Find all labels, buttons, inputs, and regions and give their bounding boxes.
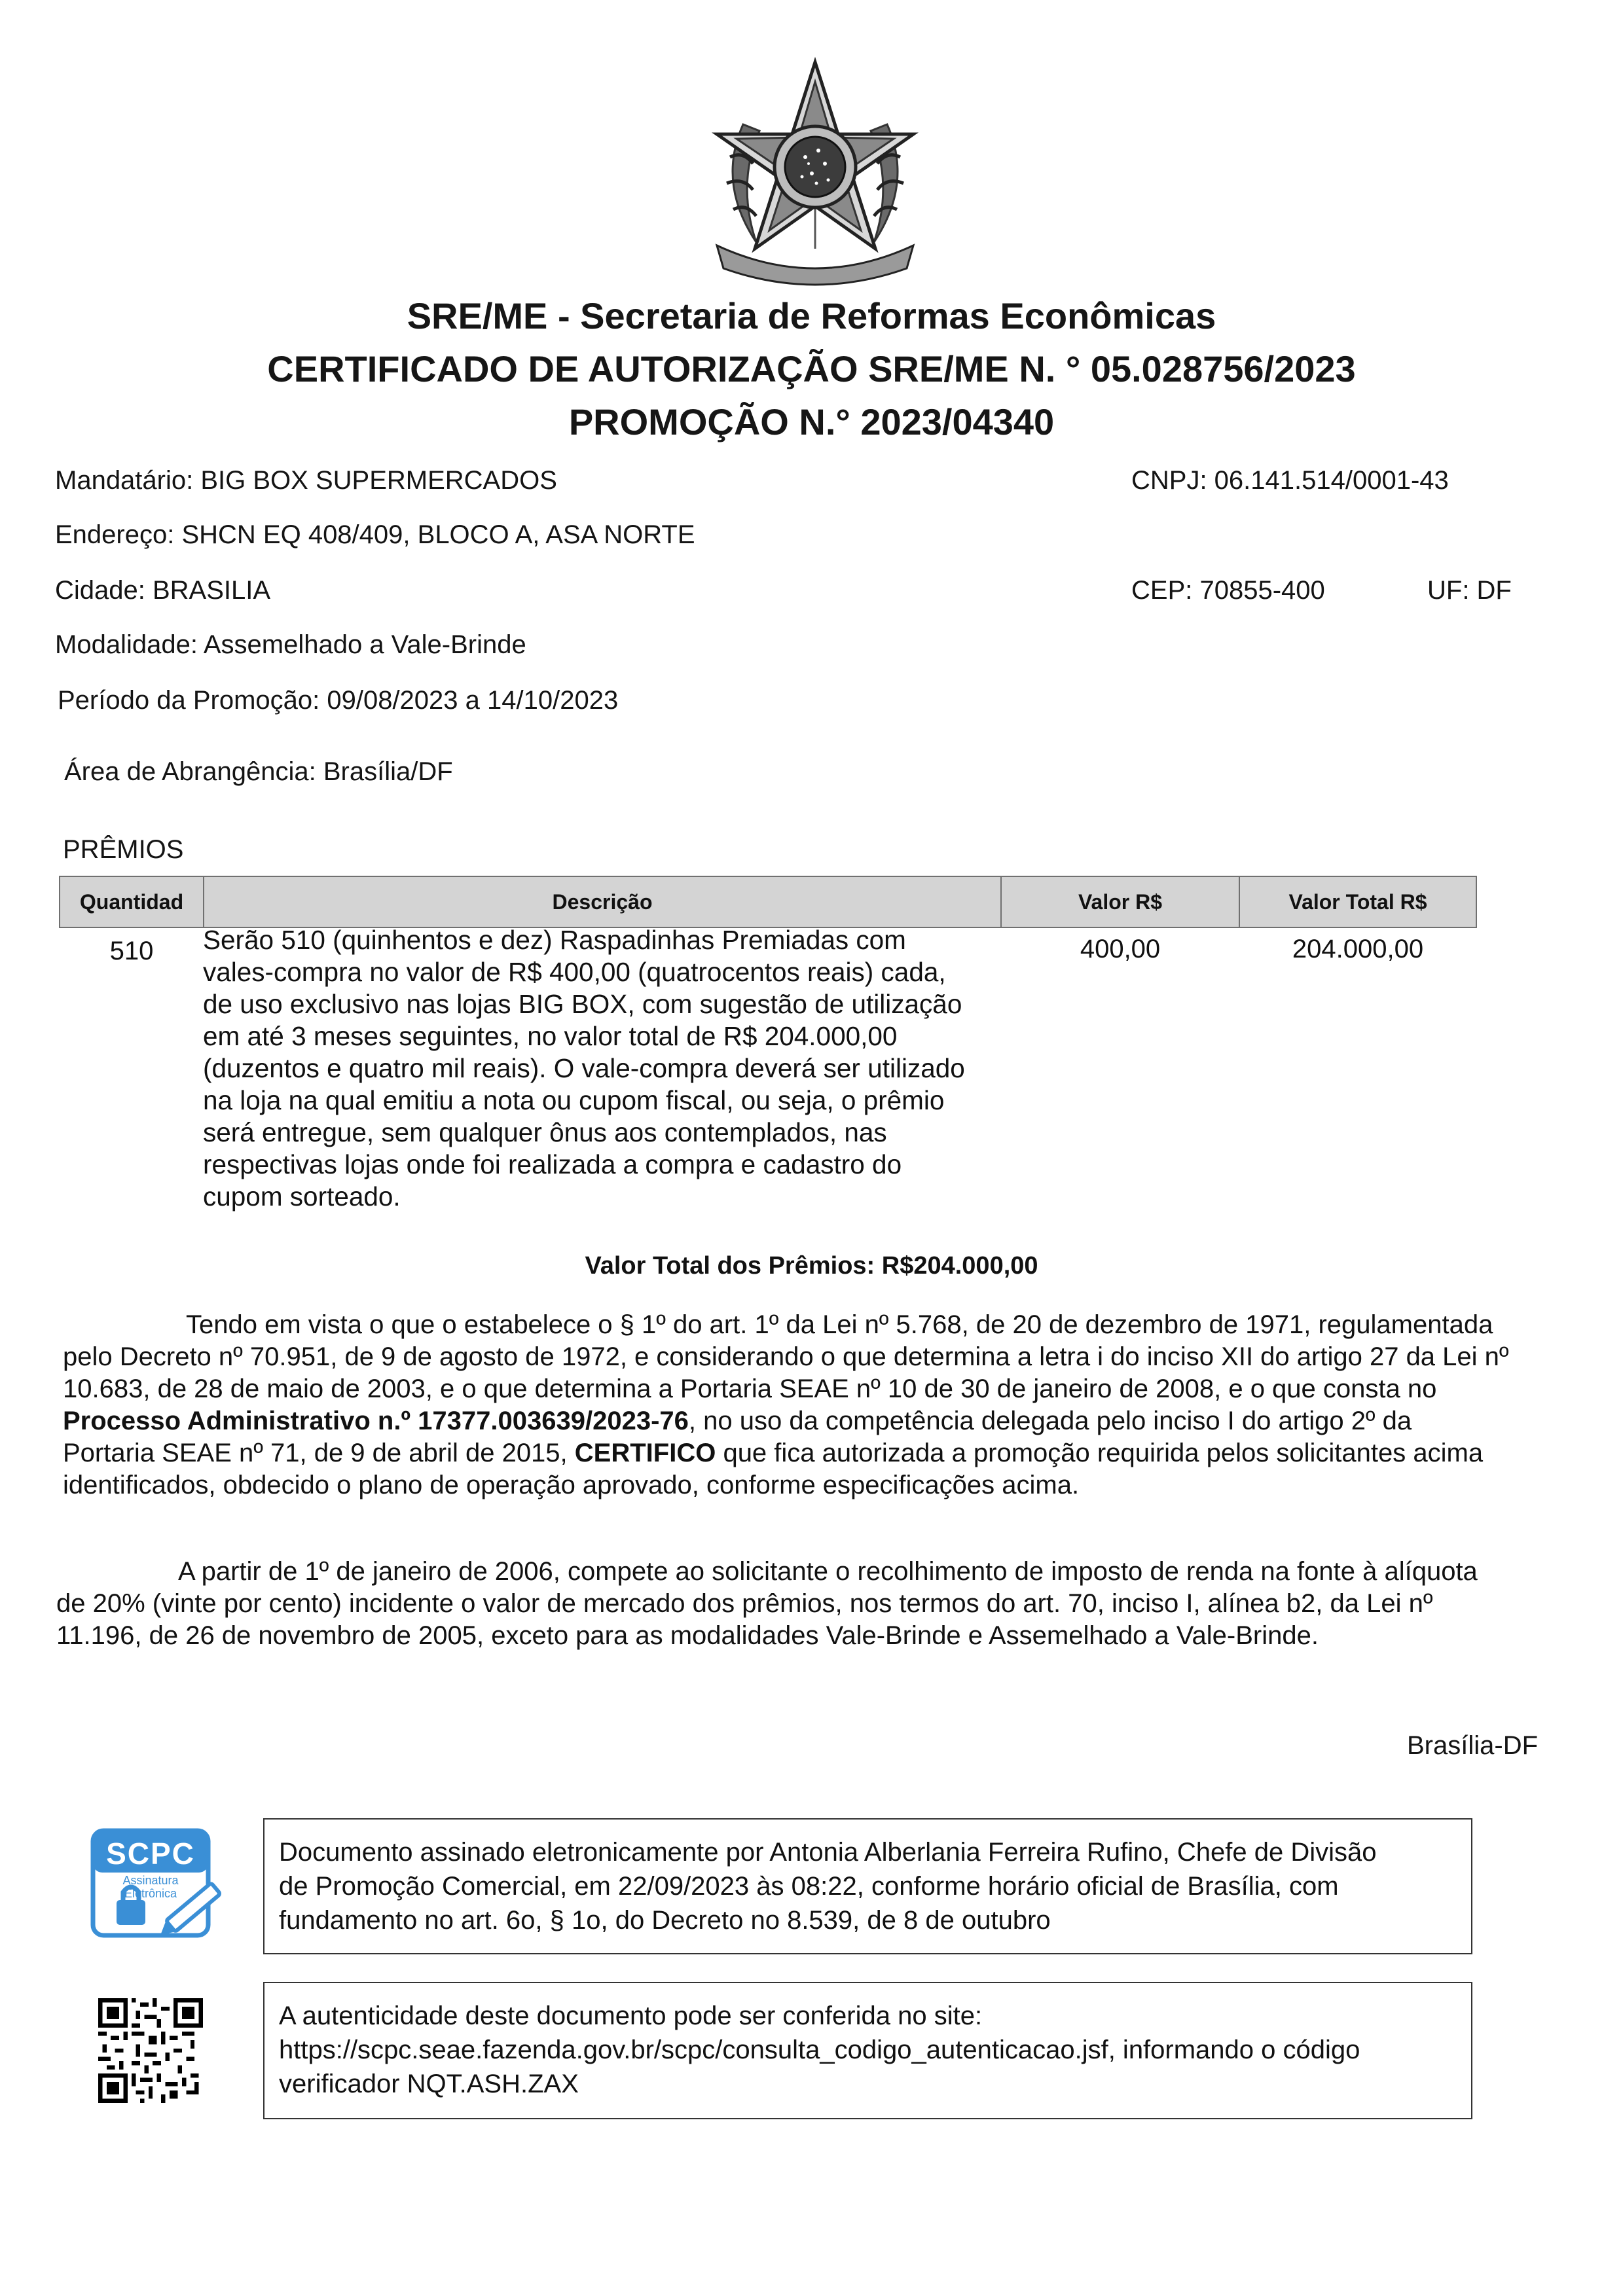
paragraph-line [63, 1405, 1582, 1437]
field-modalidade: Modalidade: Assemelhado a Vale-Brinde [55, 630, 526, 659]
descricao-line: vales-compra no valor de R$ 400,00 (quatrocentos reais) cada, [203, 957, 946, 987]
descricao-line: de uso exclusivo nas lojas BIG BOX, com sugestão de utilização [203, 989, 962, 1019]
paragraph-text: que fica autorizada a promoção requirida pelos solicitantes acima [716, 1439, 1484, 1467]
premios-total: Valor Total dos Prêmios: R$204.000,00 [585, 1252, 1038, 1280]
field-mandatario: Mandatário: BIG BOX SUPERMERCADOS [55, 466, 557, 495]
descricao-line: será entregue, sem qualquer ônus aos contemplados, nas [203, 1117, 887, 1147]
process-number: Processo Administrativo n.º 17377.003639/2023-76 [63, 1407, 689, 1435]
descricao-line: respectivas lojas onde foi realizada a compra e cadastro do [203, 1149, 902, 1179]
header-title-promotion: PROMOÇÃO N.° 2023/04340 [568, 401, 1055, 442]
paragraph-line: de 20% (vinte por cento) incidente o valor de mercado dos prêmios, nos termos do art. 70, inciso I, alínea b2, da Lei nº [56, 1589, 1433, 1618]
descricao-line: cupom sorteado. [203, 1181, 401, 1211]
paragraph-text: , no uso da competência delegada pelo inciso I do artigo 2º da [688, 1407, 1412, 1435]
row-quantidade: 510 [109, 937, 154, 965]
auth-code: verificador NQT.ASH.ZAX [279, 2070, 579, 2098]
col-header-valor-total: Valor Total R$ [1239, 876, 1477, 928]
paragraph-line [63, 1437, 1582, 1469]
signature-line: fundamento no art. 6o, § 1o, do Decreto no 8.539, de 8 de outubro [279, 1906, 1051, 1935]
field-periodo: Período da Promoção: 09/08/2023 a 14/10/2023 [58, 686, 619, 715]
authentication-box [263, 1982, 1472, 2119]
scpc-line1: Assinatura [122, 1874, 179, 1887]
descricao-line: Serão 510 (quinhentos e dez) Raspadinhas Premiadas com [203, 925, 906, 955]
place-label: Brasília-DF [1407, 1731, 1539, 1760]
paragraph-line: A partir de 1º de janeiro de 2006, compete ao solicitante o recolhimento de imposto de renda na fonte à alíquota [178, 1557, 1478, 1586]
paragraph-line: Tendo em vista o que o estabelece o § 1º do art. 1º da Lei nº 5.768, de 20 de dezembro de 1971, regulamentada [186, 1310, 1493, 1339]
paragraph-line: pelo Decreto nº 70.951, de 9 de agosto de 1972, e considerando o que determina a letra i do inciso XII do artigo 27 da Lei nº [63, 1342, 1509, 1371]
qr-code-icon [98, 1998, 203, 2103]
descricao-line: em até 3 meses seguintes, no valor total de R$ 204.000,00 [203, 1021, 898, 1051]
header-title-agency: SRE/ME - Secretaria de Reformas Econômicas [407, 295, 1216, 336]
descricao-line: na loja na qual emitiu a nota ou cupom fiscal, ou seja, o prêmio [203, 1085, 945, 1115]
paragraph-line: identificados, obdecido o plano de operação aprovado, conforme especificações acima. [63, 1471, 1080, 1499]
field-uf: UF: DF [1427, 576, 1512, 605]
scpc-line2: Eletrônica [124, 1887, 177, 1900]
certifico-word: CERTIFICO [574, 1439, 716, 1467]
field-cidade: Cidade: BRASILIA [55, 576, 271, 605]
row-descricao [203, 924, 965, 1213]
field-area: Área de Abrangência: Brasília/DF [64, 757, 453, 786]
signature-box [263, 1818, 1472, 1954]
signature-line: de Promoção Comercial, em 22/09/2023 às 08:22, conforme horário oficial de Brasília, com [279, 1872, 1339, 1901]
col-header-valor: Valor R$ [1000, 876, 1240, 928]
field-cnpj: CNPJ: 06.141.514/0001-43 [1131, 466, 1449, 495]
field-endereco: Endereço: SHCN EQ 408/409, BLOCO A, ASA NORTE [55, 520, 695, 549]
col-header-quantidade: Quantidad [59, 876, 204, 928]
premios-heading: PRÊMIOS [63, 835, 184, 864]
paragraph-line: 11.196, de 26 de novembro de 2005, exceto para as modalidades Vale-Brinde e Assemelhado a Vale-Brinde. [56, 1621, 1319, 1650]
auth-line: A autenticidade deste documento pode ser conferida no site: [279, 2001, 983, 2030]
descricao-line: (duzentos e quatro mil reais). O vale-compra deverá ser utilizado [203, 1053, 965, 1083]
header-title-certificate: CERTIFICADO DE AUTORIZAÇÃO SRE/ME N. ° 05.028756/2023 [267, 348, 1356, 389]
row-valor-total: 204.000,00 [1292, 935, 1424, 963]
field-cep: CEP: 70855-400 [1131, 576, 1325, 605]
row-valor: 400,00 [1080, 935, 1161, 963]
auth-url: https://scpc.seae.fazenda.gov.br/scpc/consulta_codigo_autenticacao.jsf, informando o código [279, 2036, 1360, 2064]
paragraph-tax [56, 1556, 1575, 1652]
paragraph-line: 10.683, de 28 de maio de 2003, e o que determina a Portaria SEAE nº 10 de 30 de janeiro de 2008, e o que consta no [63, 1374, 1437, 1403]
paragraph-text: Portaria SEAE nº 71, de 9 de abril de 2015, [63, 1439, 575, 1467]
scpc-signature-logo [90, 1828, 236, 1939]
col-header-descricao: Descrição [203, 876, 1002, 928]
brazil-coat-of-arms-emblem [697, 52, 933, 288]
paragraph-certification [63, 1309, 1582, 1501]
signature-line: Documento assinado eletronicamente por Antonia Alberlania Ferreira Rufino, Chefe de Divisão [279, 1838, 1377, 1867]
scpc-brand: SCPC [106, 1837, 195, 1871]
